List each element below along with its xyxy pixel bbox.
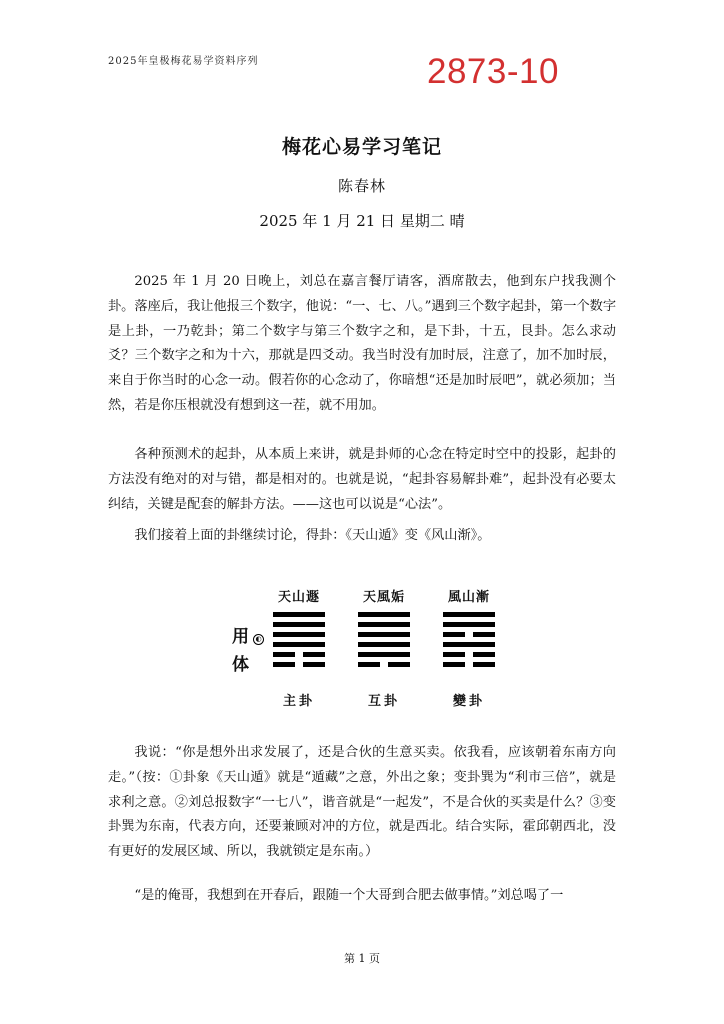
yin-line: [443, 652, 495, 657]
paragraph-5: “是的俺哥，我想到在开春后，跟随一个大哥到合肥去做事情。”刘总喝了一: [134, 888, 564, 903]
series-header: 2025年皇极梅花易学资料序列: [108, 56, 259, 67]
yin-line: [273, 652, 325, 657]
paragraph-3: 我们接着上面的卦继续讨论，得卦：《天山遁》变《风山渐》。: [134, 528, 491, 543]
moving-line-marker: ◐: [253, 634, 264, 645]
date-line: 2025 年 1 月 21 日 星期二 晴: [259, 212, 465, 230]
paragraph-1: 2025 年 1 月 20 日晚上，刘总在嘉言餐厅请客，酒席散去，他到东户找我测个卦。落座后，我让他报三个数字，他说：“一、七、八。”遇到三个数字起卦，第一个数字是上卦，一乃乾卦；第二个数字与第三个数字之和，是下卦，十五，艮卦。怎么求动爻？三个数字之和为十六，那就是四爻动。我当时没有加时辰，注意了，加不加时辰，来自于你当时的心念一动。假若你的心念动了，你暗想“还是加时辰吧”，就必须加；当然，若是你压根就没有想到这一茬，就不用加。: [108, 274, 617, 413]
yang-line: [443, 642, 495, 647]
yang-line: [358, 642, 410, 647]
hexagram-figure: [228, 580, 508, 710]
hexagram-label: 變卦: [452, 694, 485, 709]
yang-line: [273, 612, 325, 617]
hexagram-name: 天風姤: [362, 590, 405, 605]
yang-line: [273, 632, 325, 637]
yin-line: [443, 662, 495, 667]
hexagram-changed: [443, 612, 495, 672]
paragraph-4: 我说：“你是想外出求发展了，还是合伙的生意买卖。依我看，应该朝着东南方向走。”（按：①卦象《天山遁》就是“遁藏”之意，外出之象；变卦巽为“利市三倍”，就是求利之意。②刘总报数字“一七八”，谐音就是“一起发”，不是合伙的买卖是什么？③变卦巽为东南，代表方向，还要兼顾对冲的方位，就是西北。结合实际，霍邱朝西北，没有更好的发展区域、所以，我就锁定是东南。）: [108, 745, 616, 860]
document-code: 2873-10: [427, 52, 559, 91]
yang-line: [443, 612, 495, 617]
yang-line: [273, 642, 325, 647]
yang-line: [358, 632, 410, 637]
yin-line: [358, 662, 410, 667]
side-label-top: 用: [232, 627, 249, 647]
yang-line: [358, 652, 410, 657]
page-number: 第 1 页: [344, 952, 380, 965]
hexagram-mutual: [358, 612, 410, 672]
page-title: 梅花心易学习笔记: [281, 136, 442, 158]
yang-line: [358, 612, 410, 617]
yang-line: [443, 622, 495, 627]
hexagram-name: 風山漸: [447, 590, 490, 605]
hexagram-label: 主卦: [282, 694, 315, 709]
hexagram-name: 天山遯: [277, 590, 320, 605]
side-label-bottom: 体: [232, 655, 249, 675]
yin-line: [273, 662, 325, 667]
paragraph-2: 各种预测术的起卦，从本质上来讲，就是卦师的心念在特定时空中的投影，起卦的方法没有绝对的对与错，都是相对的。也就是说，“起卦容易解卦难”，起卦没有必要太纠结，关键是配套的解卦方法。——这也可以说是“心法”。: [108, 447, 616, 512]
hexagram-label: 互卦: [367, 694, 400, 709]
hexagram-main: [273, 612, 325, 672]
yang-line: [358, 622, 410, 627]
author: 陈春林: [337, 177, 386, 195]
yin-line: [443, 632, 495, 637]
yang-line: [273, 622, 325, 627]
